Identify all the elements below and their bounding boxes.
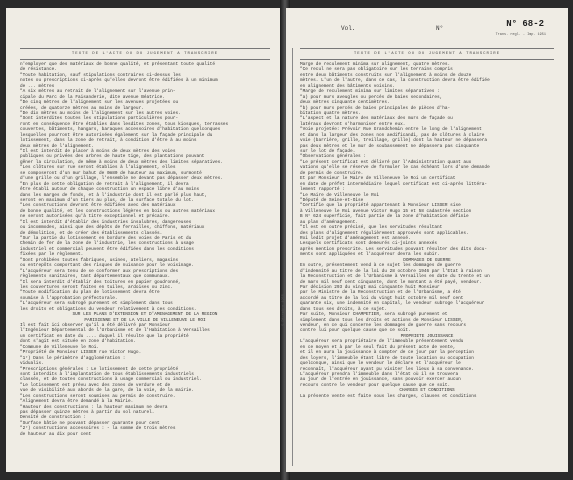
text-line: Chemin de fer de la zone de l'industrie, les constructions à usage	[20, 241, 194, 247]
text-line: en alignement des bâtiments voisins.	[300, 83, 395, 89]
text-line: de ... mètres	[20, 83, 55, 89]
text-line: CHARGES ET CONDITIONS	[399, 388, 455, 394]
text-line: "Sont interdites toutes les stipulations particulières pour-	[20, 116, 179, 122]
text-line: ront en conséquence être établies dans lesdites zones, tous kiosques, terrasses	[20, 121, 229, 127]
text-line: en date de préfet intermédiaire lequel certificat est ci-après littéra-	[300, 181, 488, 187]
text-line: "Prescriptions générales : Le lotissement de cette propriété	[20, 366, 179, 372]
text-line: bitation quatre mètres.	[300, 110, 361, 116]
text-line: "Sont prohibées toutes fabriques, usines, ateliers, magasins	[20, 257, 179, 263]
text-line: industriel et commercial peuvent être édifiées dans les conditions	[20, 246, 194, 252]
text-line: fixées par le règlement.	[20, 252, 84, 258]
text-line: pas dépasser quinze mètres à partir du sol naturel.	[20, 410, 155, 415]
text-line: Par décision 293 du vingt mai cinquante huit Monsieur	[300, 284, 440, 290]
text-line: simplement dans tous les droits et actions de Monsieur LISSER,	[300, 317, 464, 323]
text-line: voie (barrière, grille, treillage, grille) dont la hauteur ne dépassera	[300, 138, 488, 144]
text-line: dont s'agit est située en zone d'habitation.	[20, 339, 136, 345]
text-line: soumise à l'approbation préfectorale.	[20, 295, 118, 301]
text-line: mètres. L'un de l'autre, dans ce cas, la construction devra être édifiée	[300, 78, 490, 84]
form-number-stamp: N° 68-2	[506, 19, 544, 29]
text-line: "a) pour murs aveugles ou percés de baies secondaires,	[300, 94, 443, 100]
text-line: les droits et obligations du vendeur relativement à ces conditions.	[20, 306, 197, 312]
text-line: ou incommodes, ainsi que des dépôts de ferrailles, chiffons, matériaux	[20, 225, 205, 231]
text-line: et il en aura la jouissance à compter de ce jour par la perception	[300, 350, 474, 356]
text-line: dans tous ses droits, à ce sujet.	[300, 306, 387, 312]
right-page-body	[300, 62, 554, 466]
text-line: DOMMAGES DE GUERRE	[403, 257, 451, 263]
text-line: "Il est interdit d'établir des industries insalubres, dangereuses	[20, 219, 192, 225]
text-line: "Commune de Villeneuve le Roi.	[20, 344, 100, 350]
text-line: créées, de quatorze mètres au moins de largeur.	[20, 105, 144, 111]
left-page-body	[20, 62, 270, 466]
text-line: "Toute habitation, sauf stipulations contraires ci-dessus les	[20, 72, 181, 78]
text-line: Par suite, Monsieur CHAMPETIER, sera subrogé purement et	[300, 312, 448, 318]
text-line: B N° 624 superficie, fait partie de la zone d'habitation définie	[300, 214, 469, 220]
text-line: vations qu'elle se réserve de formuler le cas échéant lors d'une demande	[300, 165, 490, 171]
text-line: "En plus de cette obligation de retrait à l'alignement, il devra	[20, 181, 189, 187]
text-line: sur le lot de façade.	[300, 149, 356, 154]
text-line: couvertes, bâtiments, hangars, baraques accessoires d'habitation quelconques	[20, 127, 221, 133]
text-line: "Ce recul ne sera pas obligatoire sur les terrains compris	[300, 67, 453, 73]
text-line: "Surface bâtie ne pouvant dépasser quarante pour cent	[20, 420, 160, 426]
text-line: lotissement, dans la zone de retrait, à condition d'être à au moins	[20, 138, 197, 144]
text-line: de hauteur au dix pour cent	[20, 431, 92, 437]
right-page	[281, 8, 568, 472]
text-line: lement rapporté :	[300, 187, 345, 193]
text-line: latéraux devront s'harmoniser entre eux.	[300, 121, 406, 127]
text-line: "Marge de reculement minima sur limites séparatives :	[300, 89, 440, 95]
text-line: les couvertures seront faites en tuiles, ardoises ou zinc.	[20, 284, 173, 290]
text-line: un certificat en date du .... duquel il résulte que la propriété	[20, 333, 189, 339]
text-line: "De dix mètres au moins de l'alignement sur les autres voies.	[20, 110, 181, 116]
text-line: classés, et de toutes constructions à usage commercial ou industriel.	[20, 377, 202, 383]
text-line: par le Ministre de la Reconstruction et de l'Urbanisme, a été	[300, 290, 461, 296]
text-line: Lesquels certificats sont demeurés ci-joints annexés	[300, 241, 438, 247]
text-line: "Les clôtures sur rue seront établies à l'alignement, elles	[20, 165, 176, 171]
text-line: "L'acquéreur sera subrogé purement et simplement dans tous	[20, 301, 173, 307]
text-line: "A six mètres au retrait de l'alignement sur l'avenue prin-	[20, 89, 176, 95]
text-line: l'Ingénieur Départemental de l'Urbanisme et de l'Habitation à Versailles	[20, 328, 210, 334]
left-page-header: TEXTE DE L'ACTE OU DU JUGEMENT A TRANSCRIRE	[20, 48, 270, 60]
text-line: "Il sera interdit d'établir des toitures en papier goudronné,	[20, 279, 181, 285]
text-line: "Propriété de Monsieur LISSER rue Victor Hugo.	[20, 350, 142, 356]
text-line: PARISIENNE ET DE LA VILLE DE VILLENEUVE LE ROI	[84, 317, 206, 323]
text-line: se composeront d'un mur bahut de 0m80 de hauteur au maximum, surmonté	[20, 170, 202, 176]
text-line: ou entrepôts comportant des risques de nuisance pour le voisinage.	[20, 263, 194, 269]
text-line: SUR LES PLANS D'EXTENSION ET D'AMENAGEMENT DE LA REGION	[72, 312, 218, 318]
text-line: d'indemnité au titre de la loi du 28 octobre 1946 par l'Etat à raison	[300, 268, 482, 274]
right-page-header: TEXTE DE L'ACTE OU DU JUGEMENT A TRANSCRIRE	[300, 48, 554, 60]
text-line: n'employer que des matériaux de bonne qualité, et présentant toute qualité	[20, 62, 215, 67]
text-line: Il est fait ici observer qu'il a été délivré par Monsieur	[20, 323, 171, 328]
text-line: entre deux bâtiments construits sur l'alignement à moins de douze	[300, 72, 472, 78]
text-line: "Le Maire de Villeneuve le Roi	[300, 192, 380, 198]
text-line: de permis de construire.	[300, 170, 364, 176]
text-line: des loyers, l'immeuble étant libre de toute location ou occupation	[300, 355, 474, 361]
text-line: recours contre le vendeur pour quelque cause que ce soit.	[300, 382, 451, 388]
text-line: "L'acquéreur sera tenu de se conformer aux prescriptions des	[20, 268, 179, 274]
text-line: vendeur, en ce qui concerne les dommages de guerre sans recours	[300, 323, 466, 328]
text-line: de bonne qualité, et les constructions légères en bois ou autres matériaux	[20, 208, 215, 214]
text-line: vidualis.	[20, 361, 44, 367]
number-label: N°	[436, 25, 444, 32]
text-line: "Les constructions devront être édifiées avec des matériaux	[20, 203, 176, 209]
text-line: PROPRIETE JOUISSANCE	[400, 333, 454, 339]
margin-rule	[292, 48, 293, 466]
text-line: pas deux mètres et le mur de soubassement ne dépassera pas cinquante	[300, 143, 480, 149]
text-line: "Alignement devra être demandé à la Mairie.	[20, 399, 134, 405]
text-line: L'acquéreur prendra l'immeuble dans l'état où il se trouvera	[300, 371, 459, 377]
text-line: "Les constructions seront soumises au permis de construire.	[20, 393, 176, 399]
text-line: ments sont appliquées et l'acquéreur devra les subir.	[300, 252, 440, 258]
text-line: de mars mil neuf cent cinquante, dont le montant a été payé, vendeur.	[300, 279, 482, 285]
text-line: de résistance.	[20, 67, 57, 73]
text-line: "Certifie que la propriété appartenant à Monsieur LISSER sise	[300, 203, 461, 209]
volume-label: Vol.	[341, 25, 356, 32]
text-line: La présente vente est faite sous les charges, clauses et conditions	[300, 393, 477, 399]
text-line: quelconque, ainsi que le vendeur le déclare et l'acquéreur le	[300, 361, 461, 367]
text-line: notes ou prescriptions ci-après qu'elles devront être édifiées à un minimum	[20, 78, 218, 84]
text-line: "b) pour murs percés de baies principales de pièces d'ha-	[300, 105, 451, 111]
text-line: Densité de construction :	[20, 415, 86, 421]
text-line: Roi ledit projet d'aménagement est annexé.	[300, 236, 411, 241]
text-line: seront en maximum d'un tiers au plus, de la surface totale du lot.	[20, 197, 194, 203]
text-line: En outre, présentement vend à ce sujet les dommages de guerre	[300, 263, 461, 269]
text-line: des plans d'alignement régulièrement approuvés sont applicables.	[300, 230, 469, 236]
text-line: contre lui pour quelque cause que ce soit.	[300, 328, 411, 334]
text-line: "Député de Seine-et-Oise	[300, 197, 364, 203]
left-page	[6, 8, 284, 472]
text-line: d'une grille ou d'un grillage, l'ensemble ne devant pas dépasser deux mètres.	[20, 176, 223, 182]
text-line: deux mètres de l'alignement.	[20, 143, 94, 149]
form-subtitle: Trans. regl. - Imp. 1951	[495, 33, 546, 37]
text-line: en ce moyen et à par le seul fait du présent acte de vente,	[300, 344, 456, 350]
text-line: "L'aspect et la nature des matériaux des murs de façade ou	[300, 116, 453, 122]
margin-note: 5 Décembre 1958	[281, 294, 286, 326]
text-line: accordé au titre de la loi du vingt huit octobre mil neuf cent	[300, 295, 464, 301]
text-line: "Le présent certificat est délivré par l'Administration quant aux	[300, 159, 472, 165]
text-line: de démolition, et de créer des établissements classés.	[20, 230, 163, 236]
text-line: deux mètres cinquante centimètres.	[300, 100, 390, 106]
text-line: cipale du Parc de la Faisanderie, dite avenue Béatrice.	[20, 94, 165, 100]
text-line: "Observations générales :	[300, 154, 366, 160]
text-line: sont interdits à l'implantation de tous établissements industriels	[20, 371, 194, 377]
text-line: "Hauteur des constructions : la hauteur maximum ne devra	[20, 404, 168, 410]
text-line: "Il est interdit de placer à moins de deux mètres des voies	[20, 149, 176, 154]
text-line: vue de visibilité aux abords de la gare, de la voie, de la mairie.	[20, 388, 194, 394]
text-line: "2°) constructions accessoires : - la somme de trois mètres	[20, 426, 176, 432]
text-line: et dans la largeur des zones non aedificandi, pas de clôtures à claire	[300, 132, 485, 138]
text-line: lesquelles pourront être autorisées également sur la façade principale du	[20, 132, 213, 138]
text-line: être établi autour de chaque construction un espace libre d'au moins	[20, 187, 200, 193]
text-line: "Voie projetée: Prévoir Rue Grandchemin entre le long de l'alignement	[300, 127, 482, 133]
text-line: "Toute modification du plan de lotissement devra être	[20, 290, 160, 296]
text-line: "De cinq mètres de l'alignement sur les avenues projetées ou	[20, 100, 179, 106]
text-line: au jour de l'entrée en jouissance, sans pouvoir exercer aucun	[300, 377, 461, 383]
text-line: quarante six, une indemnité en capital, le vendeur subroge l'acquéreur	[300, 301, 485, 307]
text-line: au plan d'aménagement.	[300, 219, 358, 225]
text-line: "1°) Dans le périmètre d'agglomération :	[20, 355, 126, 361]
text-line: Marge de reculement minima sur alignement, quatre mètres.	[300, 62, 451, 67]
text-line: Et par Monsieur le Maire de Villeneuve le Roi un certificat	[300, 176, 456, 182]
text-line: règlements sanitaires, tant départementaux que communaux.	[20, 274, 171, 280]
text-line: à Villeneuve le Roi avenue Victor Hugo 15 et 58 cadastrée section	[300, 208, 472, 214]
text-line: publiques ou privées des arbres de haute tige, des plantations pouvant	[20, 154, 205, 160]
text-line: "Il est en outre précisé, que les servitudes résultant	[300, 225, 443, 231]
text-line: la Reconstruction et de l'Urbanisme à Versailles en date du trente et un	[300, 274, 490, 280]
text-line: dans les marges de fonds, et à l'industrie dont il est parlé plus haut,	[20, 192, 208, 198]
text-line: "Sur la partie du lotissement en bordure des voies de Paris et du	[20, 236, 192, 241]
text-line: après mention prescrite. Les servitudes pouvant résulter des dits docu-	[300, 246, 488, 252]
text-line: reconnaît, l'acquéreur ayant pu visiter les lieux à sa convenance.	[300, 366, 474, 372]
text-line: gêner la circulation, de même à moins de deux mètres des limites séparatives.	[20, 159, 223, 165]
text-line: ne seront autorisées qu'à titre exceptionnel et précaire.	[20, 214, 171, 220]
text-line: "Le lotissement est prévu avec des zones de verdure et de	[20, 382, 171, 388]
text-line: L'acquéreur sera propriétaire de l'immeuble présentement vendu	[300, 339, 464, 345]
